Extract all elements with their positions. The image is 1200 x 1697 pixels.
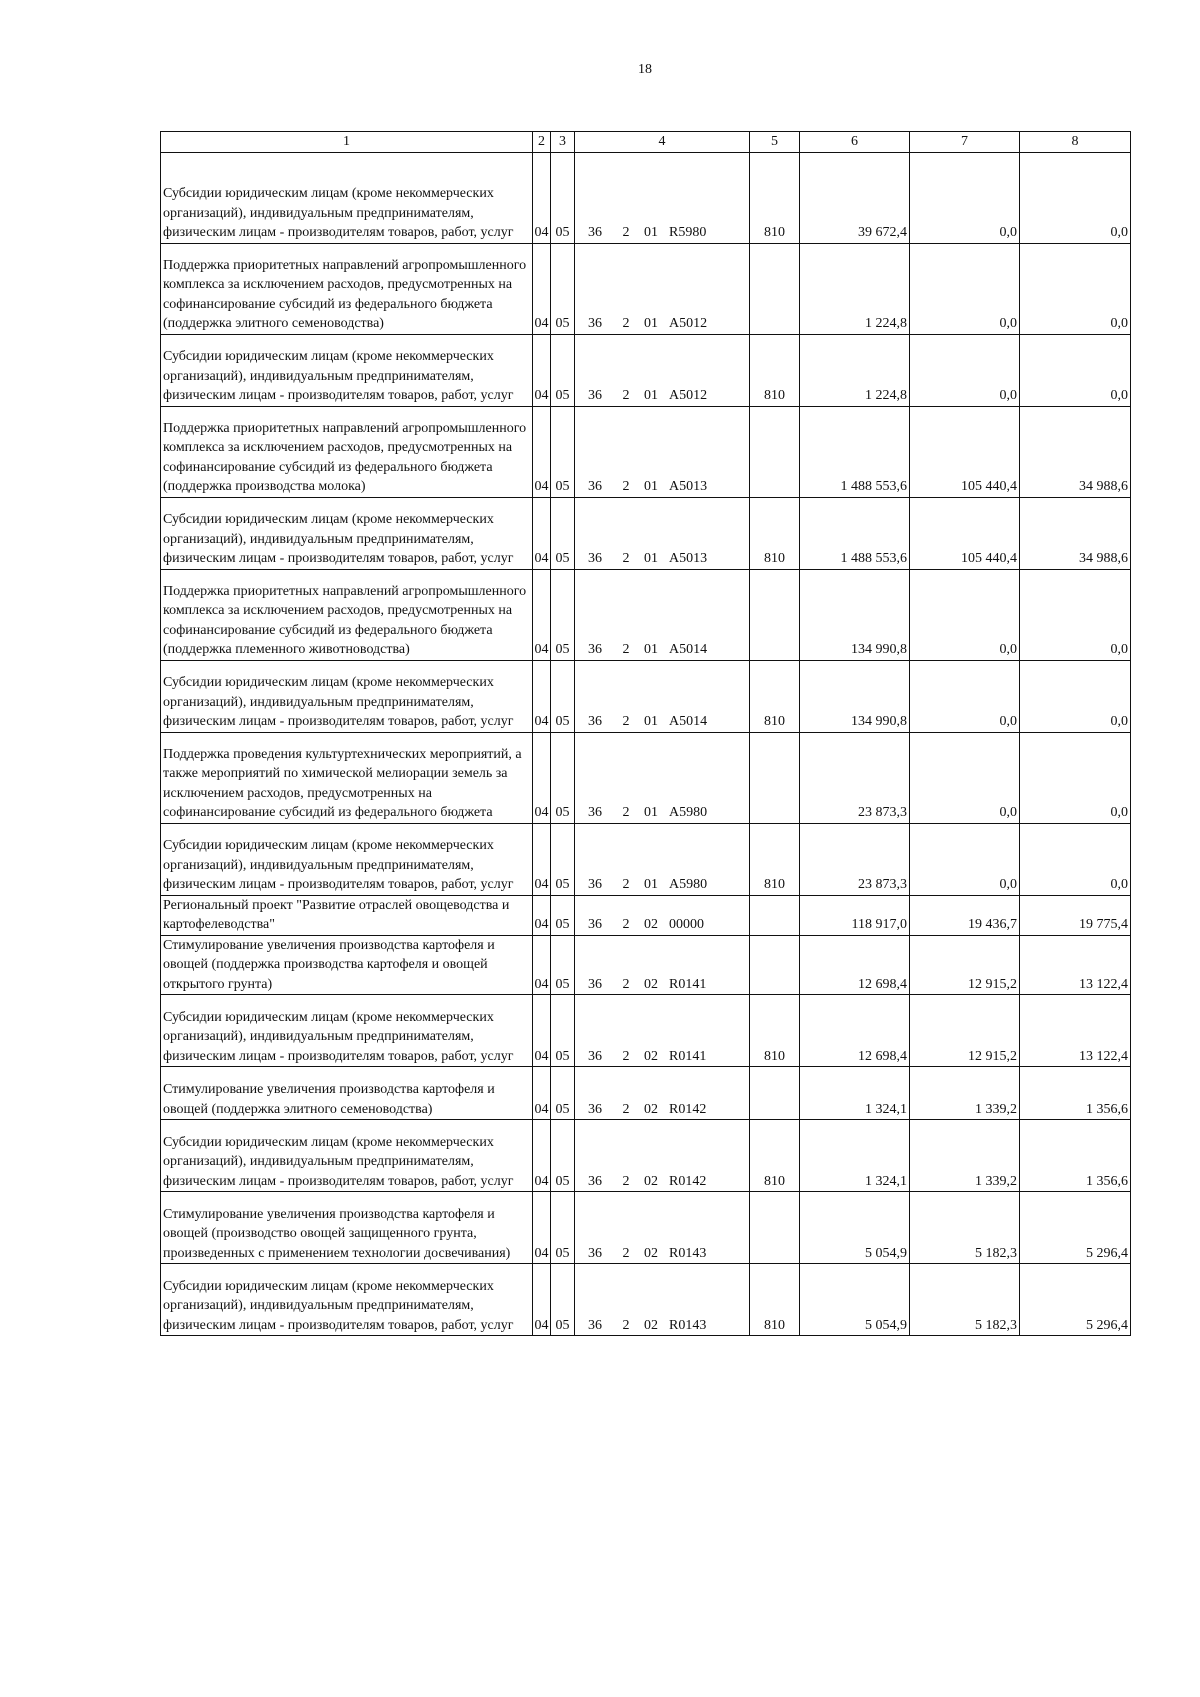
column-header: 4: [575, 132, 750, 153]
subprogram-code: 2: [622, 1317, 630, 1333]
amount-col6: 1 324,1: [800, 1120, 910, 1192]
subprogram-code: 2: [622, 642, 630, 657]
direction-code: A5014: [669, 714, 708, 729]
row-name: Субсидии юридическим лицам (кроме некоммерческих организаций), индивидуальным предпринимателям, физическим лицам - производителям товаров, работ, услуг: [161, 660, 533, 732]
expense-type-code: [750, 895, 800, 935]
row-name: Субсидии юридическим лицам (кроме некоммерческих организаций), индивидуальным предпринимателям, физическим лицам - производителям товаров, работ, услуг: [161, 1264, 533, 1336]
table-row: [161, 1120, 1131, 1192]
amount-col8: 0,0: [1020, 732, 1131, 823]
amount-col6: 1 224,8: [800, 334, 910, 406]
amount-col6: 134 990,8: [800, 660, 910, 732]
target-article-code: [575, 152, 750, 243]
subsection-code: 05: [551, 732, 575, 823]
subsection-code: 05: [551, 995, 575, 1067]
section-code: 04: [533, 995, 551, 1067]
subprogram-code: 2: [622, 877, 630, 892]
section-code: 04: [533, 935, 551, 995]
subprogram-code: 2: [622, 551, 630, 566]
direction-code: A5013: [669, 551, 708, 566]
amount-col7: 0,0: [910, 334, 1020, 406]
amount-col6: 23 873,3: [800, 732, 910, 823]
amount-col6: 1 488 553,6: [800, 406, 910, 497]
amount-col7: 1 339,2: [910, 1120, 1020, 1192]
program-code: 36: [588, 805, 602, 820]
program-code: 36: [588, 551, 602, 566]
section-code: 04: [533, 660, 551, 732]
row-name: Поддержка приоритетных направлений агропромышленного комплекса за исключением расходов, предусмотренных на софинансирование субсидий из федерального бюджета (поддержка производства молока): [161, 406, 533, 497]
event-code: 01: [644, 877, 658, 892]
table-row: [161, 995, 1131, 1067]
program-code: 36: [588, 479, 602, 494]
direction-code: A5012: [669, 316, 708, 331]
section-code: 04: [533, 895, 551, 935]
subsection-code: 05: [551, 1264, 575, 1336]
direction-code: A5980: [669, 877, 708, 892]
event-code: 02: [644, 1173, 658, 1189]
program-code: 36: [588, 388, 602, 403]
event-code: 01: [644, 479, 658, 494]
target-article-code: [575, 569, 750, 660]
direction-code: A5014: [669, 642, 708, 657]
subprogram-code: 2: [622, 1173, 630, 1189]
table-row: [161, 935, 1131, 995]
program-code: 36: [588, 877, 602, 892]
amount-col6: 1 324,1: [800, 1067, 910, 1120]
row-name: Поддержка приоритетных направлений агропромышленного комплекса за исключением расходов, предусмотренных на софинансирование субсидий из федерального бюджета (поддержка элитного семеноводства): [161, 243, 533, 334]
expense-type-code: 810: [750, 1264, 800, 1336]
direction-code: R0141: [669, 976, 707, 992]
amount-col8: 34 988,6: [1020, 406, 1131, 497]
subprogram-code: 2: [622, 1101, 630, 1117]
row-name: Субсидии юридическим лицам (кроме некоммерческих организаций), индивидуальным предпринимателям, физическим лицам - производителям товаров, работ, услуг: [161, 995, 533, 1067]
program-code: 36: [588, 1048, 602, 1064]
amount-col7: 12 915,2: [910, 995, 1020, 1067]
amount-col6: 134 990,8: [800, 569, 910, 660]
program-code: 36: [588, 1101, 602, 1117]
event-code: 01: [644, 316, 658, 331]
column-header: 1: [161, 132, 533, 153]
target-article-code: [575, 406, 750, 497]
subsection-code: 05: [551, 1192, 575, 1264]
subsection-code: 05: [551, 569, 575, 660]
target-article-code: [575, 1192, 750, 1264]
subprogram-code: 2: [622, 805, 630, 820]
direction-code: 00000: [669, 917, 704, 932]
table-row: [161, 1192, 1131, 1264]
subsection-code: 05: [551, 1120, 575, 1192]
amount-col7: 0,0: [910, 823, 1020, 895]
section-code: 04: [533, 152, 551, 243]
table-row: [161, 334, 1131, 406]
amount-col8: 5 296,4: [1020, 1264, 1131, 1336]
column-header: 2: [533, 132, 551, 153]
table-row: [161, 569, 1131, 660]
amount-col6: 23 873,3: [800, 823, 910, 895]
event-code: 02: [644, 1245, 658, 1261]
subsection-code: 05: [551, 823, 575, 895]
program-code: 36: [588, 316, 602, 331]
amount-col7: 0,0: [910, 569, 1020, 660]
subsection-code: 05: [551, 935, 575, 995]
section-code: 04: [533, 1067, 551, 1120]
subsection-code: 05: [551, 334, 575, 406]
amount-col6: 5 054,9: [800, 1192, 910, 1264]
column-header: 7: [910, 132, 1020, 153]
amount-col7: 105 440,4: [910, 406, 1020, 497]
program-code: 36: [588, 1317, 602, 1333]
target-article-code: [575, 823, 750, 895]
table-row: [161, 1264, 1131, 1336]
row-name: Субсидии юридическим лицам (кроме некоммерческих организаций), индивидуальным предпринимателям, физическим лицам - производителям товаров, работ, услуг: [161, 823, 533, 895]
subprogram-code: 2: [622, 388, 630, 403]
subsection-code: 05: [551, 406, 575, 497]
expense-type-code: 810: [750, 660, 800, 732]
direction-code: A5013: [669, 479, 708, 494]
target-article-code: [575, 660, 750, 732]
subsection-code: 05: [551, 152, 575, 243]
amount-col8: 0,0: [1020, 152, 1131, 243]
target-article-code: [575, 1120, 750, 1192]
amount-col8: 0,0: [1020, 660, 1131, 732]
subsection-code: 05: [551, 895, 575, 935]
amount-col6: 5 054,9: [800, 1264, 910, 1336]
program-code: 36: [588, 225, 602, 240]
amount-col8: 0,0: [1020, 569, 1131, 660]
row-name: Субсидии юридическим лицам (кроме некоммерческих организаций), индивидуальным предпринимателям, физическим лицам - производителям товаров, работ, услуг: [161, 497, 533, 569]
program-code: 36: [588, 976, 602, 992]
amount-col8: 13 122,4: [1020, 935, 1131, 995]
direction-code: R0141: [669, 1048, 707, 1064]
subsection-code: 05: [551, 243, 575, 334]
subsection-code: 05: [551, 660, 575, 732]
target-article-code: [575, 497, 750, 569]
table-row: [161, 152, 1131, 243]
table-row: [161, 732, 1131, 823]
direction-code: A5012: [669, 388, 708, 403]
section-code: 04: [533, 497, 551, 569]
budget-table: [160, 131, 1131, 1336]
target-article-code: [575, 243, 750, 334]
amount-col8: 13 122,4: [1020, 995, 1131, 1067]
header-row: [161, 132, 1131, 153]
section-code: 04: [533, 1264, 551, 1336]
row-name: Стимулирование увеличения производства картофеля и овощей (поддержка производства картофеля и овощей открытого грунта): [161, 935, 533, 995]
event-code: 01: [644, 805, 658, 820]
amount-col8: 1 356,6: [1020, 1120, 1131, 1192]
row-name: Стимулирование увеличения производства картофеля и овощей (производство овощей защищенного грунта, произведенных с применением технологии досвечивания): [161, 1192, 533, 1264]
amount-col8: 19 775,4: [1020, 895, 1131, 935]
amount-col7: 12 915,2: [910, 935, 1020, 995]
section-code: 04: [533, 732, 551, 823]
page-number: 18: [638, 62, 652, 77]
program-code: 36: [588, 1173, 602, 1189]
event-code: 02: [644, 1317, 658, 1333]
expense-type-code: 810: [750, 995, 800, 1067]
amount-col7: 1 339,2: [910, 1067, 1020, 1120]
amount-col8: 34 988,6: [1020, 497, 1131, 569]
target-article-code: [575, 935, 750, 995]
column-header: 6: [800, 132, 910, 153]
event-code: 01: [644, 225, 658, 240]
event-code: 01: [644, 642, 658, 657]
event-code: 01: [644, 714, 658, 729]
expense-type-code: [750, 406, 800, 497]
direction-code: R0142: [669, 1173, 707, 1189]
event-code: 01: [644, 551, 658, 566]
amount-col7: 0,0: [910, 152, 1020, 243]
subprogram-code: 2: [622, 225, 630, 240]
table-row: [161, 895, 1131, 935]
expense-type-code: 810: [750, 152, 800, 243]
subprogram-code: 2: [622, 479, 630, 494]
program-code: 36: [588, 917, 602, 932]
column-header: 8: [1020, 132, 1131, 153]
event-code: 01: [644, 388, 658, 403]
amount-col8: 0,0: [1020, 243, 1131, 334]
expense-type-code: 810: [750, 334, 800, 406]
column-header: 3: [551, 132, 575, 153]
program-code: 36: [588, 642, 602, 657]
row-name: Поддержка проведения культуртехнических мероприятий, а также мероприятий по химической мелиорации земель за исключением расходов, предусмотренных на софинансирование субсидий из федерального бюджета: [161, 732, 533, 823]
column-header: 5: [750, 132, 800, 153]
subprogram-code: 2: [622, 316, 630, 331]
row-name: Субсидии юридическим лицам (кроме некоммерческих организаций), индивидуальным предпринимателям, физическим лицам - производителям товаров, работ, услуг: [161, 334, 533, 406]
subsection-code: 05: [551, 497, 575, 569]
target-article-code: [575, 1067, 750, 1120]
target-article-code: [575, 995, 750, 1067]
amount-col8: 1 356,6: [1020, 1067, 1131, 1120]
amount-col7: 5 182,3: [910, 1192, 1020, 1264]
subsection-code: 05: [551, 1067, 575, 1120]
amount-col8: 5 296,4: [1020, 1192, 1131, 1264]
amount-col7: 5 182,3: [910, 1264, 1020, 1336]
direction-code: R5980: [669, 225, 707, 240]
program-code: 36: [588, 1245, 602, 1261]
amount-col7: 19 436,7: [910, 895, 1020, 935]
table-row: [161, 243, 1131, 334]
table-row: [161, 497, 1131, 569]
direction-code: A5980: [669, 805, 708, 820]
expense-type-code: 810: [750, 823, 800, 895]
amount-col6: 1 488 553,6: [800, 497, 910, 569]
subprogram-code: 2: [622, 1245, 630, 1261]
row-name: Региональный проект "Развитие отраслей овощеводства и картофелеводства": [161, 895, 533, 935]
section-code: 04: [533, 1192, 551, 1264]
amount-col7: 0,0: [910, 243, 1020, 334]
amount-col7: 0,0: [910, 732, 1020, 823]
section-code: 04: [533, 334, 551, 406]
section-code: 04: [533, 243, 551, 334]
expense-type-code: [750, 732, 800, 823]
amount-col7: 105 440,4: [910, 497, 1020, 569]
event-code: 02: [644, 917, 658, 932]
target-article-code: [575, 334, 750, 406]
row-name: Стимулирование увеличения производства картофеля и овощей (поддержка элитного семеноводства): [161, 1067, 533, 1120]
subprogram-code: 2: [622, 714, 630, 729]
amount-col8: 0,0: [1020, 334, 1131, 406]
direction-code: R0143: [669, 1317, 707, 1333]
target-article-code: [575, 895, 750, 935]
section-code: 04: [533, 1120, 551, 1192]
event-code: 02: [644, 976, 658, 992]
table-row: [161, 1067, 1131, 1120]
section-code: 04: [533, 406, 551, 497]
expense-type-code: [750, 1067, 800, 1120]
section-code: 04: [533, 569, 551, 660]
amount-col6: 12 698,4: [800, 995, 910, 1067]
amount-col6: 12 698,4: [800, 935, 910, 995]
amount-col8: 0,0: [1020, 823, 1131, 895]
section-code: 04: [533, 823, 551, 895]
table-row: [161, 406, 1131, 497]
row-name: Субсидии юридическим лицам (кроме некоммерческих организаций), индивидуальным предпринимателям, физическим лицам - производителям товаров, работ, услуг: [161, 152, 533, 243]
expense-type-code: [750, 1192, 800, 1264]
row-name: Субсидии юридическим лицам (кроме некоммерческих организаций), индивидуальным предпринимателям, физическим лицам - производителям товаров, работ, услуг: [161, 1120, 533, 1192]
direction-code: R0143: [669, 1245, 707, 1261]
subprogram-code: 2: [622, 976, 630, 992]
table-row: [161, 823, 1131, 895]
amount-col7: 0,0: [910, 660, 1020, 732]
subprogram-code: 2: [622, 917, 630, 932]
expense-type-code: 810: [750, 1120, 800, 1192]
expense-type-code: 810: [750, 497, 800, 569]
target-article-code: [575, 732, 750, 823]
event-code: 02: [644, 1048, 658, 1064]
amount-col6: 1 224,8: [800, 243, 910, 334]
amount-col6: 118 917,0: [800, 895, 910, 935]
expense-type-code: [750, 935, 800, 995]
event-code: 02: [644, 1101, 658, 1117]
table-row: [161, 660, 1131, 732]
expense-type-code: [750, 243, 800, 334]
expense-type-code: [750, 569, 800, 660]
target-article-code: [575, 1264, 750, 1336]
row-name: Поддержка приоритетных направлений агропромышленного комплекса за исключением расходов, предусмотренных на софинансирование субсидий из федерального бюджета (поддержка племенного животноводства): [161, 569, 533, 660]
amount-col6: 39 672,4: [800, 152, 910, 243]
direction-code: R0142: [669, 1101, 707, 1117]
program-code: 36: [588, 714, 602, 729]
subprogram-code: 2: [622, 1048, 630, 1064]
